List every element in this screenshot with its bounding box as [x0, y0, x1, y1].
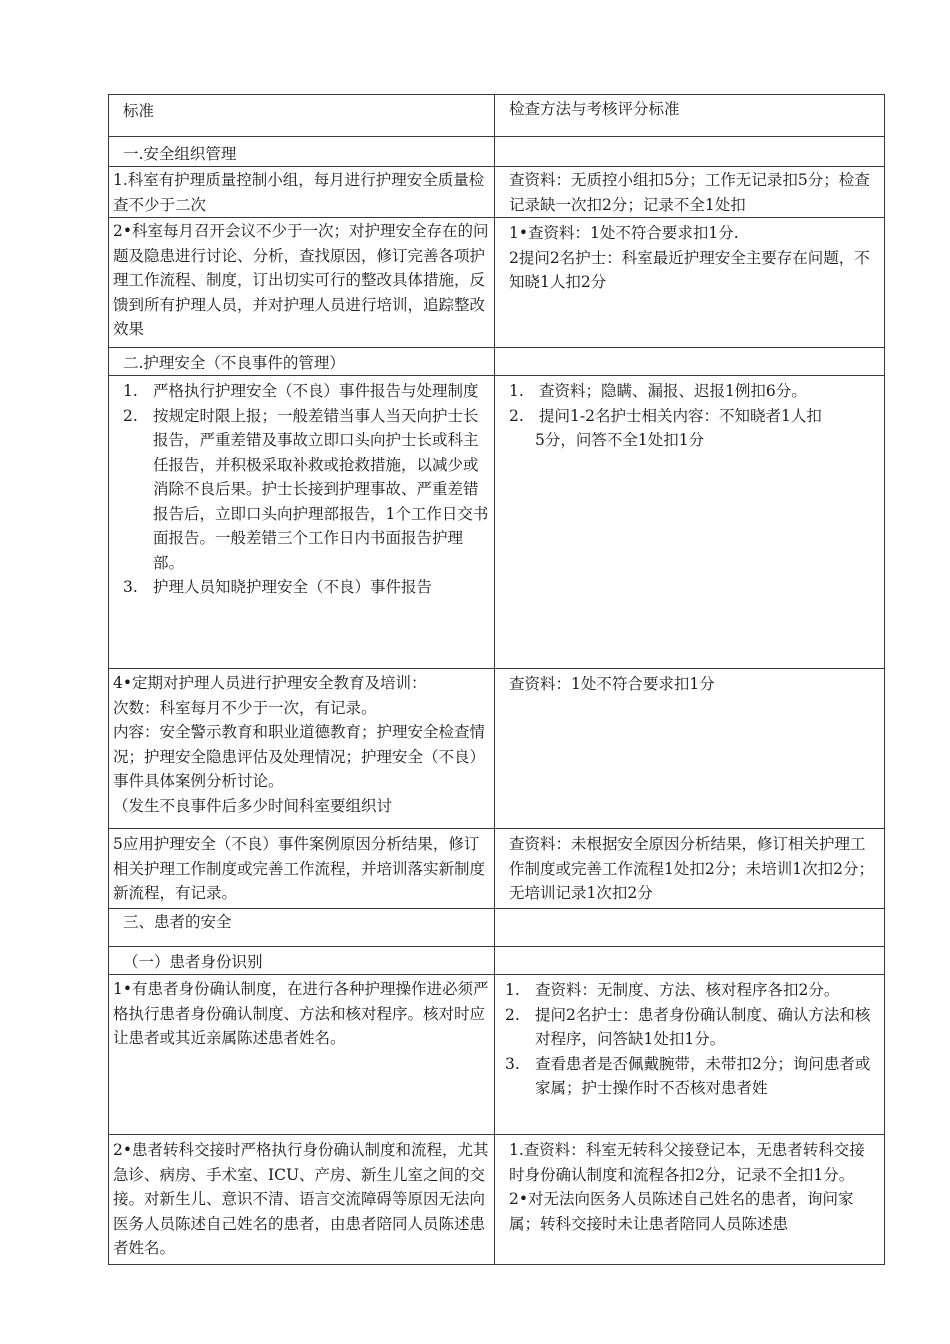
standard-text: 1•有患者身份确认制度，在进行各种护理操作进必须严格执行患者身份确认制度、方法和核对程序。核对时应让患者或其近亲属陈述患者姓名。: [113, 980, 489, 1047]
list-item: [123, 379, 490, 404]
method-text: 查资料：无质控小组扣5分；工作无记录扣5分；检查记录缺一次扣2分；记录不全1处扣: [509, 171, 870, 214]
subsection-heading: [109, 947, 495, 975]
method-cell: [495, 218, 885, 348]
item-text: 查看患者是否佩戴腕带，未带扣2分；询问患者或家属；护士操作时不否核对患者姓: [535, 1054, 871, 1097]
empty-cell: [495, 348, 885, 376]
method-cell: [495, 167, 885, 218]
item-number: 2.: [509, 406, 524, 425]
standard-text: 2•患者转科交接时严格执行身份确认制度和流程，尤其急诊、病房、手术室、ICU、产房、新生儿室之间的交接。对新生儿、意识不清、语言交流障碍等原因无法向医务人员陈述自己姓名的患者，由患者陪同人员陈述患者姓名。: [113, 1141, 489, 1257]
empty-cell: [495, 909, 885, 947]
header-standard: [109, 95, 495, 137]
standard-line: 次数：科室每月不少于一次，有记录。: [113, 698, 377, 717]
item-text: 按规定时限上报；一般差错当事人当天向护士长报告，严重差错及事故立即口头向护士长或科主任报告，并积极采取补救或抢救措施，以减少或消除不良后果。护士长接到护理事故、严重差错报告后，立即口头向护理部报告，1个工作日交书面报告。一般差错三个工作日内书面报告护理部。: [153, 406, 489, 572]
list-item: [509, 404, 880, 429]
section-heading: [109, 909, 495, 947]
method-line: 1.查资料：科室无转科父接登记本，无患者转科交接时身份确认制度和流程各扣2分，记录不全扣1分。: [509, 1141, 865, 1184]
table-row: [109, 669, 885, 829]
method-line: 1•查资料：1处不符合要求扣1分.: [509, 224, 739, 242]
method-line: 2提问2名护士：科室最近护理安全主要存在问题，不知晓1人扣2分: [509, 248, 870, 291]
method-line: 2•对无法向医务人员陈述自己姓名的患者，询问家属；转科交接时未让患者陪同人员陈述患: [509, 1190, 854, 1233]
item-number: 3.: [505, 1054, 520, 1073]
table-row: [109, 376, 885, 669]
item-text: 严格执行护理安全（不良）事件报告与处理制度: [153, 382, 479, 400]
method-list: [499, 978, 880, 1101]
header-standard-label: 标准: [123, 102, 155, 120]
item-number: 3.: [123, 578, 138, 596]
standard-cell: [109, 1135, 495, 1265]
table-row: [109, 137, 885, 167]
item-text: 查资料：无制度、方法、核对程序各扣2分。: [535, 981, 840, 999]
item-number: 1.: [509, 382, 524, 400]
header-method-label: 检查方法与考核评分标准: [509, 100, 680, 118]
standard-text: 2•科室每月召开会议不少于一次；对护理安全存在的问题及隐患进行讨论、分析，查找原因，修订完善各项护理工作流程、制度，订出切实可行的整改具体措施，反馈到所有护理人员，并对护理人员进行培训，追踪整改效果: [113, 222, 489, 338]
table-row: [109, 829, 885, 909]
standard-text: 5应用护理安全（不良）事件案例原因分析结果，修订相关护理工作制度或完善工作流程，并培训落实新制度新流程，有记录。: [113, 835, 486, 902]
section-heading: [109, 348, 495, 376]
table-row: [109, 975, 885, 1135]
table-row: [109, 348, 885, 376]
item-text: 提问1-2名护士相关内容：不知晓者1人扣: [539, 406, 822, 425]
method-cell: [495, 975, 885, 1135]
list-item: [123, 404, 490, 576]
item-number: 2.: [505, 1005, 520, 1024]
section-heading-text: 一.安全组织管理: [123, 145, 237, 163]
list-item: [505, 1052, 880, 1101]
empty-cell: [495, 947, 885, 975]
section-heading: [109, 137, 495, 167]
table-row: [109, 909, 885, 947]
method-line: 5分，问答不全1处扣1分: [535, 431, 705, 449]
list-item: [505, 1003, 880, 1052]
table-row: [109, 1135, 885, 1265]
table-row: [109, 167, 885, 218]
table-row: [109, 218, 885, 348]
method-text: 查资料：1处不符合要求扣1分: [509, 675, 715, 693]
standard-cell: [109, 376, 495, 669]
standard-line: 内容：安全警示教育和职业道德教育；护理安全检查情况；护理安全隐患评估及处理情况；护理安全（不良）事件具体案例分析讨论。: [113, 723, 486, 790]
standard-line: （发生不良事件后多少时间科室要组织讨: [113, 796, 393, 815]
section-heading-text: 二.护理安全（不良事件的管理）: [123, 354, 345, 372]
standard-text: 1.科室有护理质量控制小组，每月进行护理安全质量检查不少于二次: [113, 171, 485, 214]
method-cell: [495, 669, 885, 829]
item-number: 1.: [505, 981, 520, 999]
standard-cell: [109, 975, 495, 1135]
item-text: 护理人员知晓护理安全（不良）事件报告: [153, 578, 433, 596]
list-item: [505, 978, 880, 1003]
subsection-heading-text: （一）患者身份识别: [123, 953, 263, 971]
empty-cell: [495, 137, 885, 167]
standard-line: 4•定期对护理人员进行护理安全教育及培训：: [113, 674, 427, 692]
standard-cell: [109, 167, 495, 218]
method-cell: [495, 829, 885, 909]
standard-cell: [109, 218, 495, 348]
method-list: [499, 379, 880, 428]
item-text: 提问2名护士：患者身份确认制度、确认方法和核对程序，问答缺1处扣1分。: [535, 1005, 871, 1048]
header-method: [495, 95, 885, 137]
method-text: 查资料：未根据安全原因分析结果，修订相关护理工作制度或完善工作流程1处扣2分；未培训1次扣2分；无培训记录1次扣2分: [509, 835, 874, 902]
standards-table: [108, 94, 885, 1265]
section-heading-text: 三、患者的安全: [123, 913, 232, 931]
item-text: 查资料；隐瞒、漏报、迟报1例扣6分。: [539, 382, 807, 400]
list-item: [509, 379, 880, 404]
method-cell: [495, 1135, 885, 1265]
table-row: [109, 947, 885, 975]
method-cell: [495, 376, 885, 669]
item-number: 2.: [123, 406, 138, 425]
standard-cell: [109, 829, 495, 909]
standard-cell: [109, 669, 495, 829]
item-number: 1.: [123, 382, 138, 400]
list-item: [123, 575, 490, 600]
standard-list: [123, 379, 490, 600]
table-header-row: [109, 95, 885, 137]
